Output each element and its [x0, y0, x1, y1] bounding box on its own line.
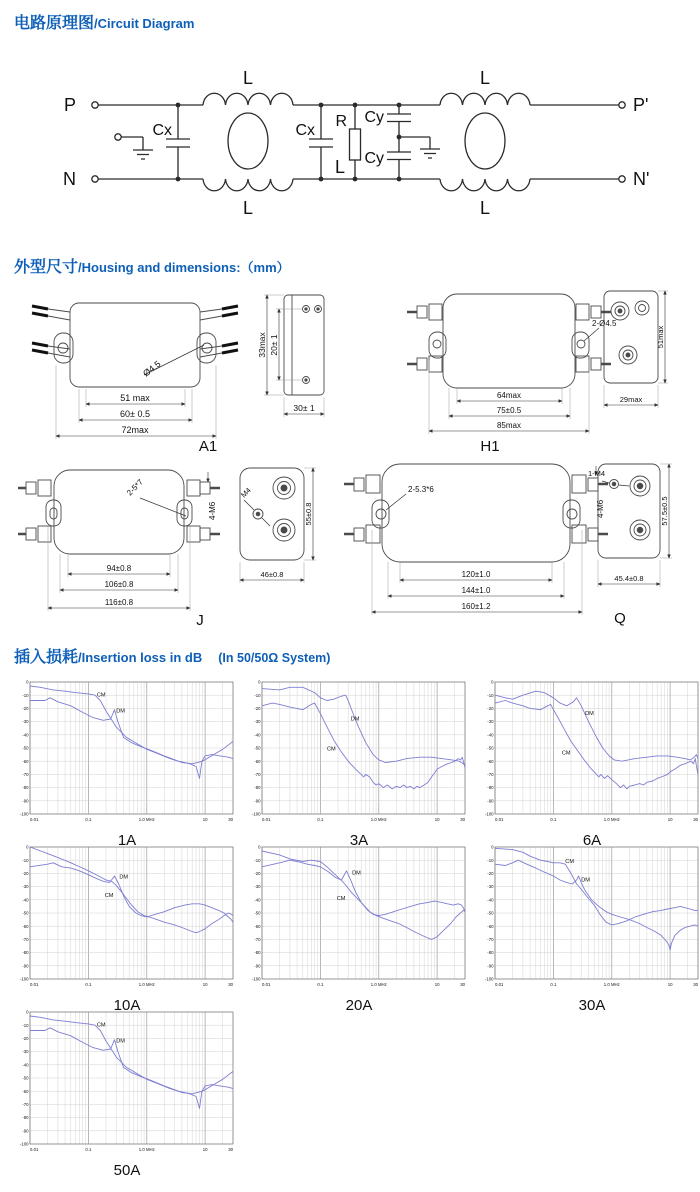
- svg-text:10: 10: [202, 1147, 208, 1152]
- curve-label-CM: CM: [96, 1022, 106, 1029]
- svg-text:0.1: 0.1: [317, 982, 324, 987]
- svg-text:-60: -60: [22, 758, 29, 764]
- a1-side-20: 20± 1: [269, 334, 279, 356]
- drawing-q-side: [588, 458, 683, 618]
- a1-dim-72max: 72max: [121, 425, 149, 435]
- loss-plot-6A: [481, 678, 700, 826]
- svg-text:-100: -100: [484, 811, 494, 817]
- svg-text:-40: -40: [22, 897, 29, 903]
- loss-chart-title-50A: 50A: [113, 1162, 141, 1179]
- svg-text:-60: -60: [22, 923, 29, 929]
- loss-chart-6A: [481, 678, 700, 849]
- j-stud-callout: 4-M6: [208, 501, 217, 520]
- loss-plot-20A: [248, 843, 470, 991]
- cy-label: Cy: [364, 150, 384, 167]
- loss-chart-3A: [248, 678, 470, 849]
- svg-text:1.0 MHz: 1.0 MHz: [603, 817, 620, 822]
- cx-label: Cx: [152, 122, 172, 139]
- q-side-575: 57.5±0.5: [660, 496, 669, 526]
- housing-title-zh: 外型尺寸: [14, 259, 79, 276]
- svg-text:-20: -20: [254, 871, 261, 876]
- terminal-n2-label: N': [633, 169, 650, 189]
- svg-text:0.1: 0.1: [317, 817, 324, 822]
- q-stud-callout: 4-M6: [596, 499, 605, 518]
- j-dim-116: 116±0.8: [104, 598, 134, 607]
- curve-label-DM: DM: [350, 716, 360, 723]
- loss-chart-50A: [16, 1008, 238, 1179]
- svg-text:-20: -20: [254, 706, 261, 711]
- svg-text:1.0 MHz: 1.0 MHz: [138, 982, 155, 987]
- svg-text:-30: -30: [22, 1049, 29, 1055]
- svg-text:10: 10: [667, 817, 673, 822]
- q-side-1m4: 1-M4: [588, 469, 606, 478]
- svg-text:0.1: 0.1: [85, 982, 92, 987]
- svg-text:1.0 MHz: 1.0 MHz: [138, 817, 155, 822]
- h1-side-29max: 29max: [619, 395, 643, 404]
- figure-label-j: J: [196, 612, 204, 629]
- svg-text:30: 30: [693, 817, 698, 822]
- svg-text:0: 0: [258, 844, 261, 850]
- svg-text:0.01: 0.01: [30, 982, 39, 987]
- a1-side-33max: 33max: [257, 332, 267, 358]
- loss-plot-30A: [481, 843, 700, 991]
- cx-label: Cx: [295, 122, 315, 139]
- curve-label-CM: CM: [327, 746, 336, 753]
- j-side-46: 46±0.8: [260, 570, 284, 579]
- svg-text:1.0 MHz: 1.0 MHz: [138, 1147, 155, 1152]
- j-slot-callout: 2-5*7: [125, 477, 145, 498]
- svg-text:-70: -70: [254, 772, 261, 777]
- q-dim-144: 144±1.0: [461, 586, 491, 595]
- loss-title-en: /Insertion loss in dB: [78, 650, 203, 665]
- svg-text:-90: -90: [487, 798, 494, 804]
- svg-text:30: 30: [460, 817, 465, 822]
- loss-chart-title-3A: 3A: [349, 832, 369, 849]
- svg-text:30: 30: [228, 1147, 233, 1152]
- svg-text:10: 10: [434, 982, 440, 987]
- j-dim-94: 94±0.8: [106, 564, 132, 573]
- curve-label-DM: DM: [352, 870, 361, 877]
- j-side-m4: M4: [239, 485, 253, 500]
- svg-text:-30: -30: [22, 884, 29, 890]
- svg-text:-100: -100: [484, 976, 494, 982]
- svg-text:-30: -30: [254, 719, 261, 725]
- svg-text:-50: -50: [254, 745, 261, 751]
- svg-text:-60: -60: [487, 923, 494, 929]
- loss-plot-50A: [16, 1008, 238, 1156]
- svg-text:0: 0: [491, 679, 494, 685]
- r-label: R: [335, 113, 347, 130]
- circuit-title-en: /Circuit Diagram: [94, 16, 195, 31]
- svg-text:-40: -40: [22, 1062, 29, 1068]
- svg-text:-80: -80: [22, 785, 29, 791]
- svg-text:-80: -80: [254, 950, 261, 956]
- svg-text:10: 10: [667, 982, 673, 987]
- loss-chart-title-10A: 10A: [113, 997, 141, 1014]
- svg-text:-80: -80: [487, 950, 494, 956]
- loss-chart-20A: [248, 843, 470, 1014]
- svg-text:-80: -80: [487, 785, 494, 791]
- q-slot-callout: 2-5.3*6: [408, 485, 434, 494]
- inductor-label: L: [479, 68, 491, 88]
- svg-text:-100: -100: [251, 976, 261, 982]
- loss-plot-1A: [16, 678, 238, 826]
- a1-dim-51max: 51 max: [120, 393, 150, 403]
- loss-title-zh: 插入损耗: [14, 649, 79, 666]
- cy-label: Cy: [364, 109, 384, 126]
- inductor-label-center: L: [334, 157, 345, 177]
- circuit-title-zh: 电路原理图: [14, 15, 95, 32]
- svg-text:30: 30: [228, 982, 233, 987]
- svg-text:-90: -90: [22, 1128, 29, 1134]
- figure-label-h1: H1: [480, 438, 500, 455]
- svg-text:-60: -60: [254, 758, 261, 764]
- loss-chart-title-30A: 30A: [578, 997, 606, 1014]
- loss-chart-1A: [16, 678, 238, 849]
- svg-text:-40: -40: [22, 732, 29, 738]
- terminal-n-label: N: [63, 169, 76, 189]
- svg-text:-70: -70: [22, 772, 29, 777]
- svg-text:-100: -100: [19, 1141, 29, 1147]
- svg-text:-10: -10: [487, 857, 494, 863]
- svg-text:30: 30: [228, 817, 233, 822]
- h1-hole-callout: 2-Ø4.5: [592, 319, 617, 328]
- terminal-p2-label: P': [633, 95, 649, 115]
- q-dim-120: 120±1.0: [461, 570, 491, 579]
- svg-text:30: 30: [693, 982, 698, 987]
- loss-chart-10A: [16, 843, 238, 1014]
- h1-dim-64max: 64max: [496, 391, 522, 400]
- curve-label-CM: CM: [561, 750, 571, 757]
- h1-dim-85max: 85max: [496, 421, 522, 430]
- drawing-h1-side: [598, 283, 676, 438]
- svg-text:-30: -30: [487, 884, 494, 890]
- drawing-h1-main: [385, 280, 630, 452]
- svg-text:-30: -30: [254, 884, 261, 890]
- svg-text:-70: -70: [22, 1102, 29, 1107]
- svg-text:-70: -70: [487, 937, 494, 942]
- loss-chart-title-1A: 1A: [117, 832, 137, 849]
- curve-label-DM: DM: [119, 874, 129, 881]
- svg-text:-60: -60: [22, 1088, 29, 1094]
- svg-text:-10: -10: [487, 692, 494, 698]
- svg-text:0.01: 0.01: [262, 817, 271, 822]
- svg-text:10: 10: [434, 817, 440, 822]
- figure-label-a1: A1: [198, 438, 218, 455]
- svg-text:-30: -30: [22, 719, 29, 725]
- inductor-label: L: [242, 198, 254, 218]
- svg-text:-80: -80: [22, 1115, 29, 1121]
- svg-text:0: 0: [491, 844, 494, 850]
- svg-text:-60: -60: [487, 758, 494, 764]
- svg-text:-70: -70: [22, 937, 29, 942]
- curve-label-CM: CM: [96, 692, 106, 699]
- svg-text:-50: -50: [487, 745, 494, 751]
- svg-text:-40: -40: [487, 897, 494, 903]
- svg-text:30: 30: [460, 982, 465, 987]
- svg-text:0.01: 0.01: [262, 982, 271, 987]
- svg-text:-50: -50: [22, 910, 29, 916]
- svg-text:-90: -90: [254, 798, 261, 804]
- drawing-j-side: [232, 462, 327, 612]
- svg-text:-10: -10: [254, 857, 261, 863]
- svg-text:-60: -60: [254, 923, 261, 929]
- svg-text:-70: -70: [254, 937, 261, 942]
- svg-text:-70: -70: [487, 772, 494, 777]
- loss-chart-title-6A: 6A: [582, 832, 602, 849]
- svg-text:-10: -10: [22, 1022, 29, 1028]
- svg-text:-100: -100: [19, 976, 29, 982]
- curve-label-CM: CM: [565, 858, 575, 865]
- svg-text:-100: -100: [19, 811, 29, 817]
- inductor-label: L: [479, 198, 491, 218]
- h1-dim-75: 75±0.5: [496, 406, 522, 415]
- curve-label-DM: DM: [116, 1038, 125, 1045]
- loss-title-note: (In 50/50Ω System): [218, 651, 331, 665]
- svg-text:1.0 MHz: 1.0 MHz: [370, 817, 387, 822]
- curve-label-DM: DM: [116, 708, 125, 715]
- svg-text:-20: -20: [22, 871, 29, 876]
- drawing-j-main: [12, 462, 230, 622]
- loss-section-title: [14, 644, 330, 667]
- svg-text:0.01: 0.01: [30, 817, 39, 822]
- curve-label-CM: CM: [336, 895, 346, 902]
- q-dim-160: 160±1.2: [461, 602, 491, 611]
- svg-text:-100: -100: [251, 811, 261, 817]
- svg-text:10: 10: [202, 817, 208, 822]
- figure-label-q: Q: [614, 610, 626, 627]
- drawing-a1-main: [18, 285, 246, 453]
- h1-side-51max: 51max: [656, 325, 665, 349]
- curve-label-DM: DM: [581, 877, 590, 884]
- svg-text:0.01: 0.01: [30, 1147, 39, 1152]
- svg-text:-10: -10: [22, 692, 29, 698]
- svg-text:1.0 MHz: 1.0 MHz: [370, 982, 387, 987]
- svg-text:-50: -50: [22, 745, 29, 751]
- housing-title-en: /Housing and dimensions:（mm）: [78, 260, 290, 275]
- a1-dim-60: 60± 0.5: [120, 409, 150, 419]
- svg-text:-50: -50: [487, 910, 494, 916]
- svg-text:0: 0: [26, 844, 29, 850]
- housing-section-title: [14, 254, 290, 277]
- svg-text:-50: -50: [22, 1075, 29, 1081]
- svg-text:-90: -90: [487, 963, 494, 969]
- loss-plot-3A: [248, 678, 470, 826]
- svg-text:0.1: 0.1: [85, 1147, 92, 1152]
- svg-text:-20: -20: [487, 871, 494, 876]
- svg-text:-40: -40: [254, 732, 261, 738]
- circuit-section-title: [14, 10, 194, 33]
- drawing-a1-side: [258, 285, 338, 453]
- svg-text:0: 0: [258, 679, 261, 685]
- svg-text:-90: -90: [22, 798, 29, 804]
- inductor-label: L: [242, 68, 254, 88]
- svg-text:-30: -30: [487, 719, 494, 725]
- circuit-diagram: [0, 42, 700, 250]
- svg-text:-20: -20: [22, 706, 29, 711]
- curve-label-DM: DM: [585, 711, 594, 717]
- a1-hole-callout: Ø4.5: [141, 358, 163, 379]
- q-side-454: 45.4±0.8: [614, 574, 644, 583]
- loss-plot-10A: [16, 843, 238, 991]
- svg-text:0.1: 0.1: [85, 817, 92, 822]
- curve-label-CM: CM: [104, 893, 114, 900]
- svg-text:0.1: 0.1: [550, 817, 557, 822]
- a1-side-30: 30± 1: [293, 403, 315, 413]
- svg-text:-40: -40: [487, 732, 494, 738]
- svg-text:0: 0: [26, 679, 29, 685]
- svg-text:-10: -10: [254, 692, 261, 698]
- svg-text:-10: -10: [22, 857, 29, 863]
- svg-text:-40: -40: [254, 897, 261, 903]
- svg-text:-90: -90: [254, 963, 261, 969]
- svg-text:10: 10: [202, 982, 208, 987]
- drawing-q-main: [330, 458, 630, 623]
- svg-text:0.01: 0.01: [495, 982, 504, 987]
- j-side-55: 55±0.8: [304, 502, 313, 526]
- svg-text:-50: -50: [254, 910, 261, 916]
- svg-text:-20: -20: [22, 1036, 29, 1041]
- j-dim-106: 106±0.8: [104, 580, 134, 589]
- loss-chart-30A: [481, 843, 700, 1014]
- svg-text:0: 0: [26, 1009, 29, 1015]
- terminal-p-label: P: [63, 95, 76, 115]
- svg-text:-80: -80: [254, 785, 261, 791]
- svg-text:1.0 MHz: 1.0 MHz: [603, 982, 620, 987]
- loss-chart-title-20A: 20A: [345, 997, 373, 1014]
- svg-text:-90: -90: [22, 963, 29, 969]
- svg-text:-20: -20: [487, 706, 494, 711]
- svg-text:0.01: 0.01: [495, 817, 504, 822]
- svg-text:0.1: 0.1: [550, 982, 557, 987]
- svg-text:-80: -80: [22, 950, 29, 956]
